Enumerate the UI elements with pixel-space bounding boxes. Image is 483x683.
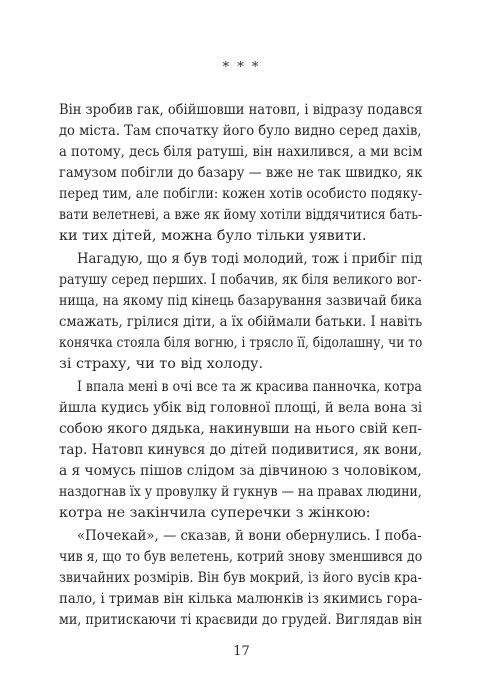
text-line: йшла кудись убік від головної площі, й вела вона зі <box>59 400 423 416</box>
page-number: 17 <box>233 644 250 659</box>
text-line: перед тим, але побігли: кожен хотів особисто подяку- <box>59 186 423 202</box>
section-divider: * * * <box>222 60 261 75</box>
text-line: І впала мені в очі все та ж красива панночка, котра <box>77 379 422 395</box>
text-line: наздогнав їх у провулку й гукнув — на правах людини, <box>59 484 422 500</box>
text-line: конячка стояла біля вогню, і трясло її, бідолашну, чи то <box>59 335 423 351</box>
text-line: ки тих дітей, можна було тільки уявити. <box>59 228 367 244</box>
text-line: гамузом побігли до базару — вже не так швидко, як <box>59 165 423 181</box>
text-line: собою якого дядька, накинувши на нього свій кеп- <box>59 421 423 437</box>
text-line: ратушу серед перших. І побачив, як біля великого вог- <box>59 272 422 288</box>
text-line: пало, і тримав він кілька малюнків із якимись гора- <box>59 591 423 607</box>
text-line: чив я, що то був велетень, котрий знову зменшився до <box>59 549 423 565</box>
text-line: «Почекай», — сказав, й вони обернулись. І поба- <box>77 528 422 544</box>
text-line: а потому, десь біля ратуші, він нахилився, а ми всім <box>59 144 423 160</box>
text-line: Нагадую, що я був тоді молодий, тож і прибіг під <box>77 251 423 267</box>
text-line: смажать, грілися діти, а їх обіймали батьки. І навіть <box>59 314 423 330</box>
text-line: ми, притискаючи ті краєвиди до грудей. Виглядав він <box>59 612 423 628</box>
text-line: котра не закінчила суперечки з жінкою: <box>59 505 371 521</box>
text-line: а я чомусь пішов слідом за дівчиною з чоловіком, <box>59 463 422 479</box>
text-line: тар. Натовп кинувся до дітей подивитися, як вони, <box>59 442 423 458</box>
text-line: Він зробив гак, обійшовши натовп, і відразу подався <box>59 102 423 118</box>
text-line: звичайних розмірів. Він був мокрий, із його вусів кра- <box>59 570 422 586</box>
text-line: вати велетневі, а вже як йому хотіли віддячитися бать- <box>59 207 423 223</box>
text-line: зі страху, чи то від холоду. <box>59 356 264 372</box>
text-line: до міста. Там спочатку його було видно серед дахів, <box>59 123 422 139</box>
text-line: нища, на якому під кінець базарування зазвичай бика <box>59 293 422 309</box>
